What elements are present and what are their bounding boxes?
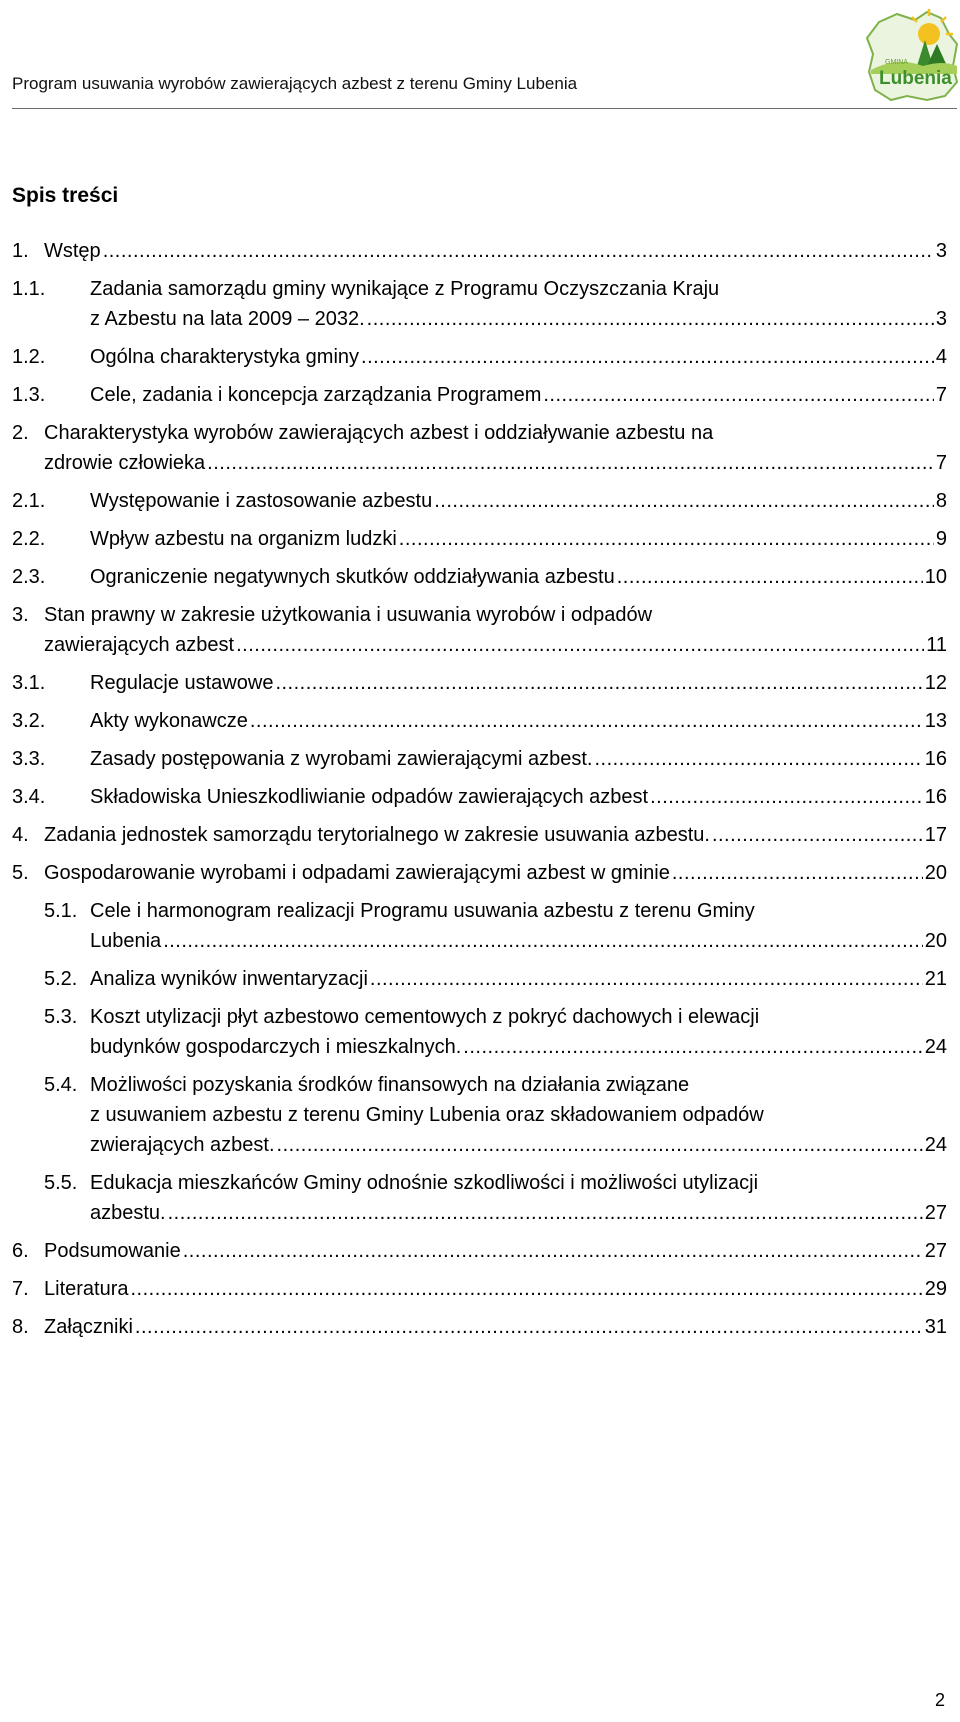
dot-leader — [183, 1236, 923, 1266]
toc-entry-title: Koszt utylizacji płyt azbestowo cementowych z pokryć dachowych i elewacji — [90, 1006, 760, 1028]
toc-entry-number: 3.2. — [12, 710, 46, 732]
toc-entry-number: 5.2. — [44, 968, 78, 990]
toc-entry[interactable] — [12, 418, 947, 478]
toc-entry-title-continued: zdrowie człowieka — [44, 452, 206, 474]
dot-leader — [277, 1130, 923, 1160]
toc-entry-page: 17 — [924, 824, 947, 846]
toc-entry-title-continued: zwierających azbest. — [90, 1134, 275, 1156]
toc-entry[interactable] — [12, 820, 947, 850]
toc-entry-title: Cele i harmonogram realizacji Programu usuwania azbestu z terenu Gminy — [90, 900, 755, 922]
toc-entry-page: 7 — [935, 452, 947, 474]
toc-entry-title: Stan prawny w zakresie użytkowania i usuwania wyrobów i odpadów — [44, 604, 653, 626]
toc-entry[interactable] — [12, 1002, 947, 1062]
toc-entry-title-continued: budynków gospodarczych i mieszkalnych. — [90, 1036, 462, 1058]
toc-entry-number: 1.2. — [12, 346, 46, 368]
toc-entry-title: Możliwości pozyskania środków finansowych na działania związane — [90, 1074, 690, 1096]
toc-title: Spis treści — [12, 184, 119, 207]
toc-entry-page: 11 — [926, 634, 947, 656]
toc-entry-page: 29 — [924, 1278, 947, 1300]
toc-entry-title: Analiza wyników inwentaryzacji — [90, 968, 368, 990]
toc-entry[interactable] — [12, 1236, 947, 1266]
page-header — [12, 0, 957, 109]
logo-small-text: GMINA — [885, 59, 908, 66]
toc-entry-page: 8 — [935, 490, 947, 512]
toc-entry-page: 4 — [935, 346, 947, 368]
toc-entry-title: Zasady postępowania z wyrobami zawierającymi azbest. — [90, 748, 593, 770]
toc-entry-number: 1.3. — [12, 384, 46, 406]
toc-entry[interactable] — [12, 274, 947, 334]
toc-entry-number: 2.3. — [12, 566, 46, 588]
dot-leader — [434, 486, 934, 516]
toc-entry-page: 20 — [924, 862, 947, 884]
toc-entry[interactable] — [12, 744, 947, 774]
toc-entry-title: Wpływ azbestu na organizm ludzki — [90, 528, 397, 550]
toc-entry-number: 3.3. — [12, 748, 46, 770]
page-number: 2 — [935, 1690, 946, 1710]
dot-leader — [103, 236, 934, 266]
dot-leader — [367, 304, 934, 334]
dot-leader — [370, 964, 923, 994]
toc-entry-number: 2.2. — [12, 528, 46, 550]
toc-entry-page: 24 — [924, 1134, 947, 1156]
toc-entry-title-continued: azbestu. — [90, 1202, 166, 1224]
toc-entry-number: 7. — [12, 1278, 29, 1300]
toc-entry[interactable] — [12, 1312, 947, 1342]
toc-entry-number: 5.3. — [44, 1006, 78, 1028]
dot-leader — [163, 926, 923, 956]
toc-entry-title: Literatura — [44, 1278, 129, 1300]
toc-entry[interactable] — [12, 668, 947, 698]
toc-entry-page: 24 — [924, 1036, 947, 1058]
dot-leader — [131, 1274, 923, 1304]
toc-entry-page: 31 — [924, 1316, 947, 1338]
toc-entry-title: Ogólna charakterystyka gminy — [90, 346, 360, 368]
toc-entry-title-continued: zawierających azbest — [44, 634, 235, 656]
toc-entry-title: Zadania jednostek samorządu terytorialnego w zakresie usuwania azbestu. — [44, 824, 710, 846]
toc-entry-title-continued: Lubenia — [90, 930, 162, 952]
toc-entry-page: 16 — [924, 748, 947, 770]
toc-entry-page: 16 — [924, 786, 947, 808]
toc-entry-title-continued: z usuwaniem azbestu z terenu Gminy Lubenia oraz składowaniem odpadów — [90, 1104, 764, 1126]
toc-entry[interactable] — [12, 1274, 947, 1304]
dot-leader — [250, 706, 923, 736]
toc-entry-title: Załączniki — [44, 1316, 133, 1338]
toc-entry[interactable] — [12, 964, 947, 994]
toc-entry-number: 8. — [12, 1316, 29, 1338]
toc-entry-title: Występowanie i zastosowanie azbestu — [90, 490, 433, 512]
toc-entry-number: 5.5. — [44, 1172, 78, 1194]
toc-entry-title: Regulacje ustawowe — [90, 672, 274, 694]
toc-entry-title: Składowiska Unieszkodliwianie odpadów zawierających azbest — [90, 786, 649, 808]
toc-entry-title: Charakterystyka wyrobów zawierających azbest i oddziaływanie azbestu na — [44, 422, 714, 444]
gmina-lubenia-logo — [857, 4, 960, 104]
dot-leader — [275, 668, 922, 698]
toc-entry-page: 21 — [924, 968, 947, 990]
toc-entry-number: 2.1. — [12, 490, 46, 512]
toc-entry-number: 6. — [12, 1240, 29, 1262]
dot-leader — [168, 1198, 923, 1228]
toc-entry[interactable] — [12, 1070, 947, 1160]
toc-entry[interactable] — [12, 600, 947, 660]
toc-entry-page: 9 — [935, 528, 947, 550]
dot-leader — [361, 342, 934, 372]
toc-entry-number: 5.1. — [44, 900, 78, 922]
toc-entry-title: Ograniczenie negatywnych skutków oddziaływania azbestu — [90, 566, 615, 588]
dot-leader — [135, 1312, 923, 1342]
toc-entry-page: 13 — [924, 710, 947, 732]
toc-entry-page: 7 — [935, 384, 947, 406]
dot-leader — [399, 524, 934, 554]
toc-entry-page: 12 — [924, 672, 947, 694]
toc-entry[interactable] — [12, 342, 947, 372]
toc-entry-number: 4. — [12, 824, 29, 846]
toc-entry-number: 5.4. — [44, 1074, 78, 1096]
dot-leader — [617, 562, 923, 592]
toc-entry-page: 3 — [935, 308, 947, 330]
toc-entry[interactable] — [12, 236, 947, 266]
toc-entry-number: 1.1. — [12, 278, 46, 300]
toc-entry[interactable] — [12, 486, 947, 516]
toc-entry-title-continued: z Azbestu na lata 2009 – 2032. — [90, 308, 365, 330]
toc-entry[interactable] — [12, 782, 947, 812]
toc-entry[interactable] — [12, 1168, 947, 1228]
toc-entry[interactable] — [12, 524, 947, 554]
toc-entry[interactable] — [12, 896, 947, 956]
dot-leader — [672, 858, 923, 888]
toc-entry-number: 1. — [12, 240, 29, 262]
dot-leader — [463, 1032, 922, 1062]
logo-name-text: Lubenia — [879, 68, 952, 89]
dot-leader — [712, 820, 923, 850]
toc-entry[interactable] — [12, 858, 947, 888]
toc-entry-title: Gospodarowanie wyrobami i odpadami zawierającymi azbest w gminie — [44, 862, 670, 884]
toc-entry-page: 27 — [924, 1240, 947, 1262]
toc-entry-title: Edukacja mieszkańców Gminy odnośnie szkodliwości i możliwości utylizacji — [90, 1172, 759, 1194]
dot-leader — [236, 630, 924, 660]
toc-entry-page: 10 — [924, 566, 947, 588]
dot-leader — [543, 380, 934, 410]
toc-entry-number: 2. — [12, 422, 29, 444]
table-of-contents — [12, 236, 947, 1342]
dot-leader — [207, 448, 934, 478]
toc-entry-title: Akty wykonawcze — [90, 710, 248, 732]
toc-entry-page: 27 — [924, 1202, 947, 1224]
toc-entry-number: 3. — [12, 604, 29, 626]
toc-entry-page: 20 — [924, 930, 947, 952]
toc-entry-page: 3 — [935, 240, 947, 262]
dot-leader — [594, 744, 922, 774]
toc-entry-title: Wstęp — [44, 240, 101, 262]
header-title: Program usuwania wyrobów zawierających azbest z terenu Gminy Lubenia — [12, 74, 578, 93]
toc-entry-number: 3.4. — [12, 786, 46, 808]
toc-entry[interactable] — [12, 706, 947, 736]
toc-entry-number: 5. — [12, 862, 29, 884]
toc-entry-number: 3.1. — [12, 672, 46, 694]
toc-entry[interactable] — [12, 562, 947, 592]
toc-entry-title: Zadania samorządu gminy wynikające z Programu Oczyszczania Kraju — [90, 278, 720, 300]
dot-leader — [650, 782, 923, 812]
toc-entry[interactable] — [12, 380, 947, 410]
toc-entry-title: Cele, zadania i koncepcja zarządzania Programem — [90, 384, 542, 406]
toc-entry-title: Podsumowanie — [44, 1240, 181, 1262]
